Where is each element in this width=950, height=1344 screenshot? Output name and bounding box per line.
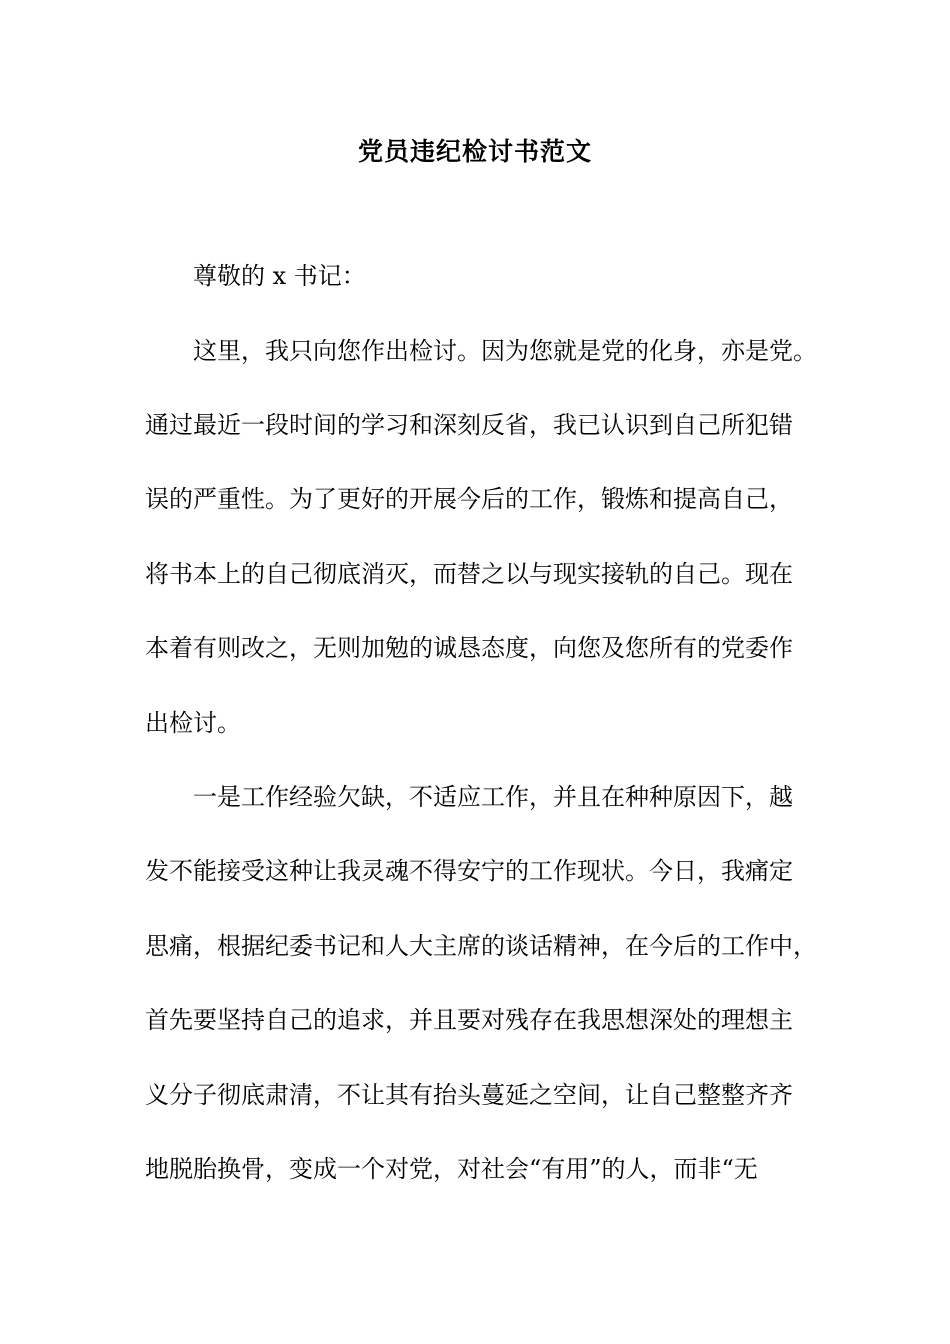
paragraph-1-line-2: 通过最近一段时间的学习和深刻反省，我已认识到自己所犯错 [145,411,793,439]
paragraph-1-line-5: 本着有则改之，无则加勉的诚恳态度，向您及您所有的党委作 [145,634,793,662]
paragraph-2-line-3: 思痛，根据纪委书记和人大主席的谈话精神，在今后的工作中， [145,932,817,960]
salutation: 尊敬的 x 书记： [193,262,366,290]
paragraph-2-line-4: 首先要坚持自己的追求，并且要对残存在我思想深处的理想主 [145,1006,793,1034]
paragraph-2-line-1: 一是工作经验欠缺，不适应工作，并且在种种原因下，越 [193,783,793,811]
paragraph-2-line-6: 地脱胎换骨，变成一个对党，对社会“有用”的人，而非“无 [145,1155,758,1183]
paragraph-1-line-3: 误的严重性。为了更好的开展今后的工作，锻炼和提高自己， [145,485,793,513]
paragraph-1-line-1: 这里，我只向您作出检讨。因为您就是党的化身，亦是党。 [193,337,817,365]
paragraph-2-line-5: 义分子彻底肃清，不让其有抬头蔓延之空间，让自己整整齐齐 [145,1081,793,1109]
paragraph-2-line-2: 发不能接受这种让我灵魂不得安宁的工作现状。今日，我痛定 [145,857,793,885]
paragraph-1-line-4: 将书本上的自己彻底消灭，而替之以与现实接轨的自己。现在 [145,560,793,588]
paragraph-1-line-6: 出检讨。 [145,709,241,737]
document-title: 党员违纪检讨书范文 [357,137,592,166]
